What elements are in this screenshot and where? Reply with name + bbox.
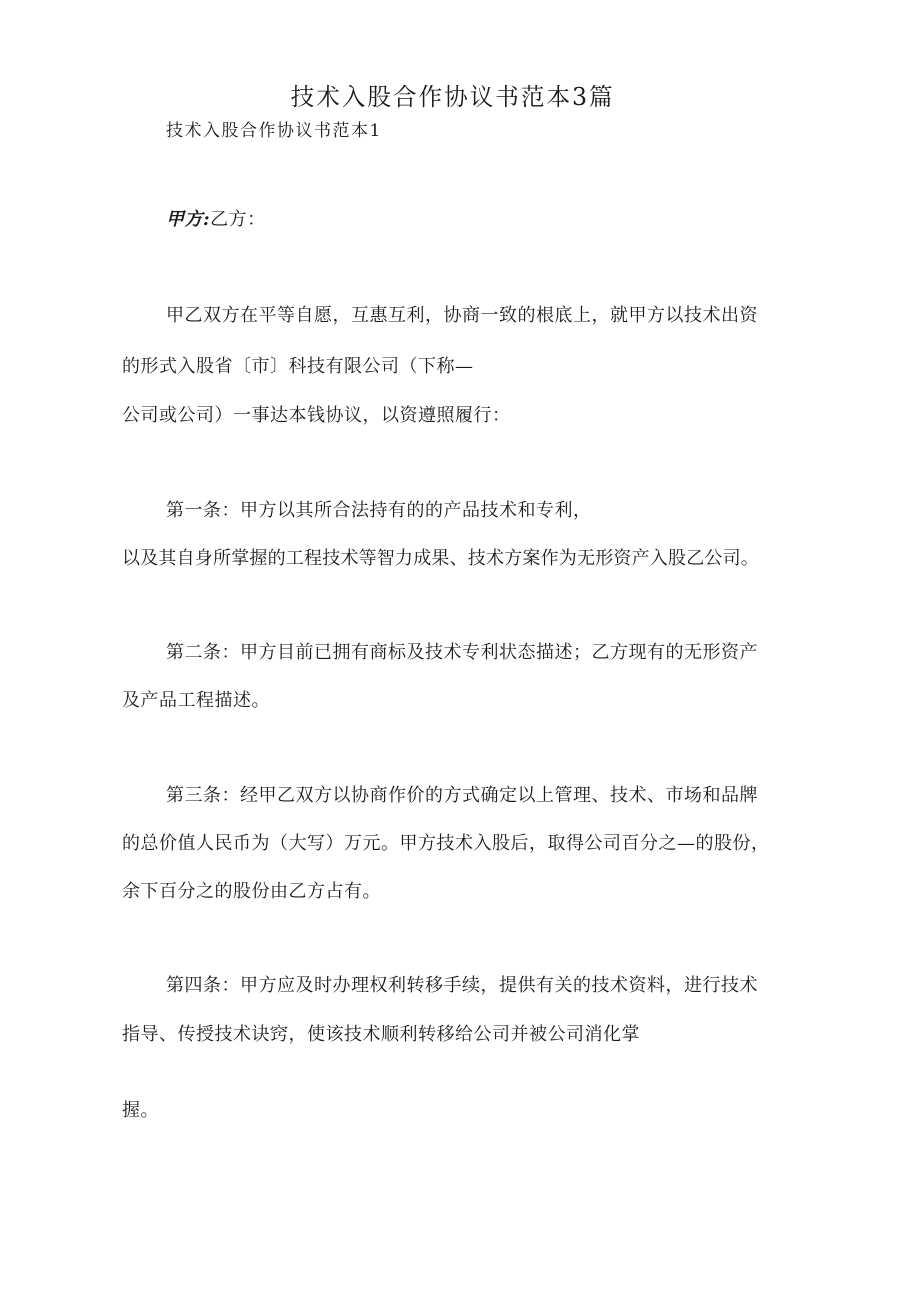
article4-line-3: 握。 bbox=[122, 1100, 159, 1121]
article4-line-2: 指导、传授技术诀窍，使该技术顺利转移给公司并被公司消化掌 bbox=[122, 1024, 640, 1045]
document-subtitle: 技术入股合作协议书范本1 bbox=[166, 121, 382, 141]
article4-line-1: 第四条：甲方应及时办理权利转移手续，提供有关的技术资料，进行技术 bbox=[166, 975, 758, 996]
document-title: 技术入股合作协议书范本3篇 bbox=[290, 83, 615, 111]
preamble-line-2: 的形式入股省〔市〕科技有限公司（下称— bbox=[122, 356, 474, 377]
article3-line-2: 的总价值人民币为（大写）万元。甲方技术入股后，取得公司百分之—的股份， bbox=[122, 833, 770, 854]
preamble-line-3: 公司或公司）一事达本钱协议，以资遵照履行： bbox=[122, 405, 511, 426]
preamble-line-1: 甲乙双方在平等自愿，互惠互利，协商一致的根底上，就甲方以技术出资 bbox=[166, 305, 758, 326]
article2-line-1: 第二条：甲方目前已拥有商标及技术专利状态描述；乙方现有的无形资产 bbox=[166, 642, 758, 663]
article2-line-2: 及产品工程描述。 bbox=[122, 690, 270, 711]
party-b-label: 乙方： bbox=[210, 209, 266, 230]
article3-line-1: 第三条：经甲乙双方以协商作价的方式确定以上管理、技术、市场和品牌 bbox=[166, 785, 758, 806]
parties-line bbox=[166, 208, 266, 232]
article1-line-2: 以及其自身所掌握的工程技术等智力成果、技术方案作为无形资产入股乙公司。 bbox=[122, 548, 759, 569]
article1-line-1: 第一条：甲方以其所合法持有的的产品技术和专利， bbox=[166, 500, 592, 521]
party-a-label: 甲方: bbox=[166, 209, 211, 230]
article3-line-3: 余下百分之的股份由乙方占有。 bbox=[122, 881, 381, 902]
